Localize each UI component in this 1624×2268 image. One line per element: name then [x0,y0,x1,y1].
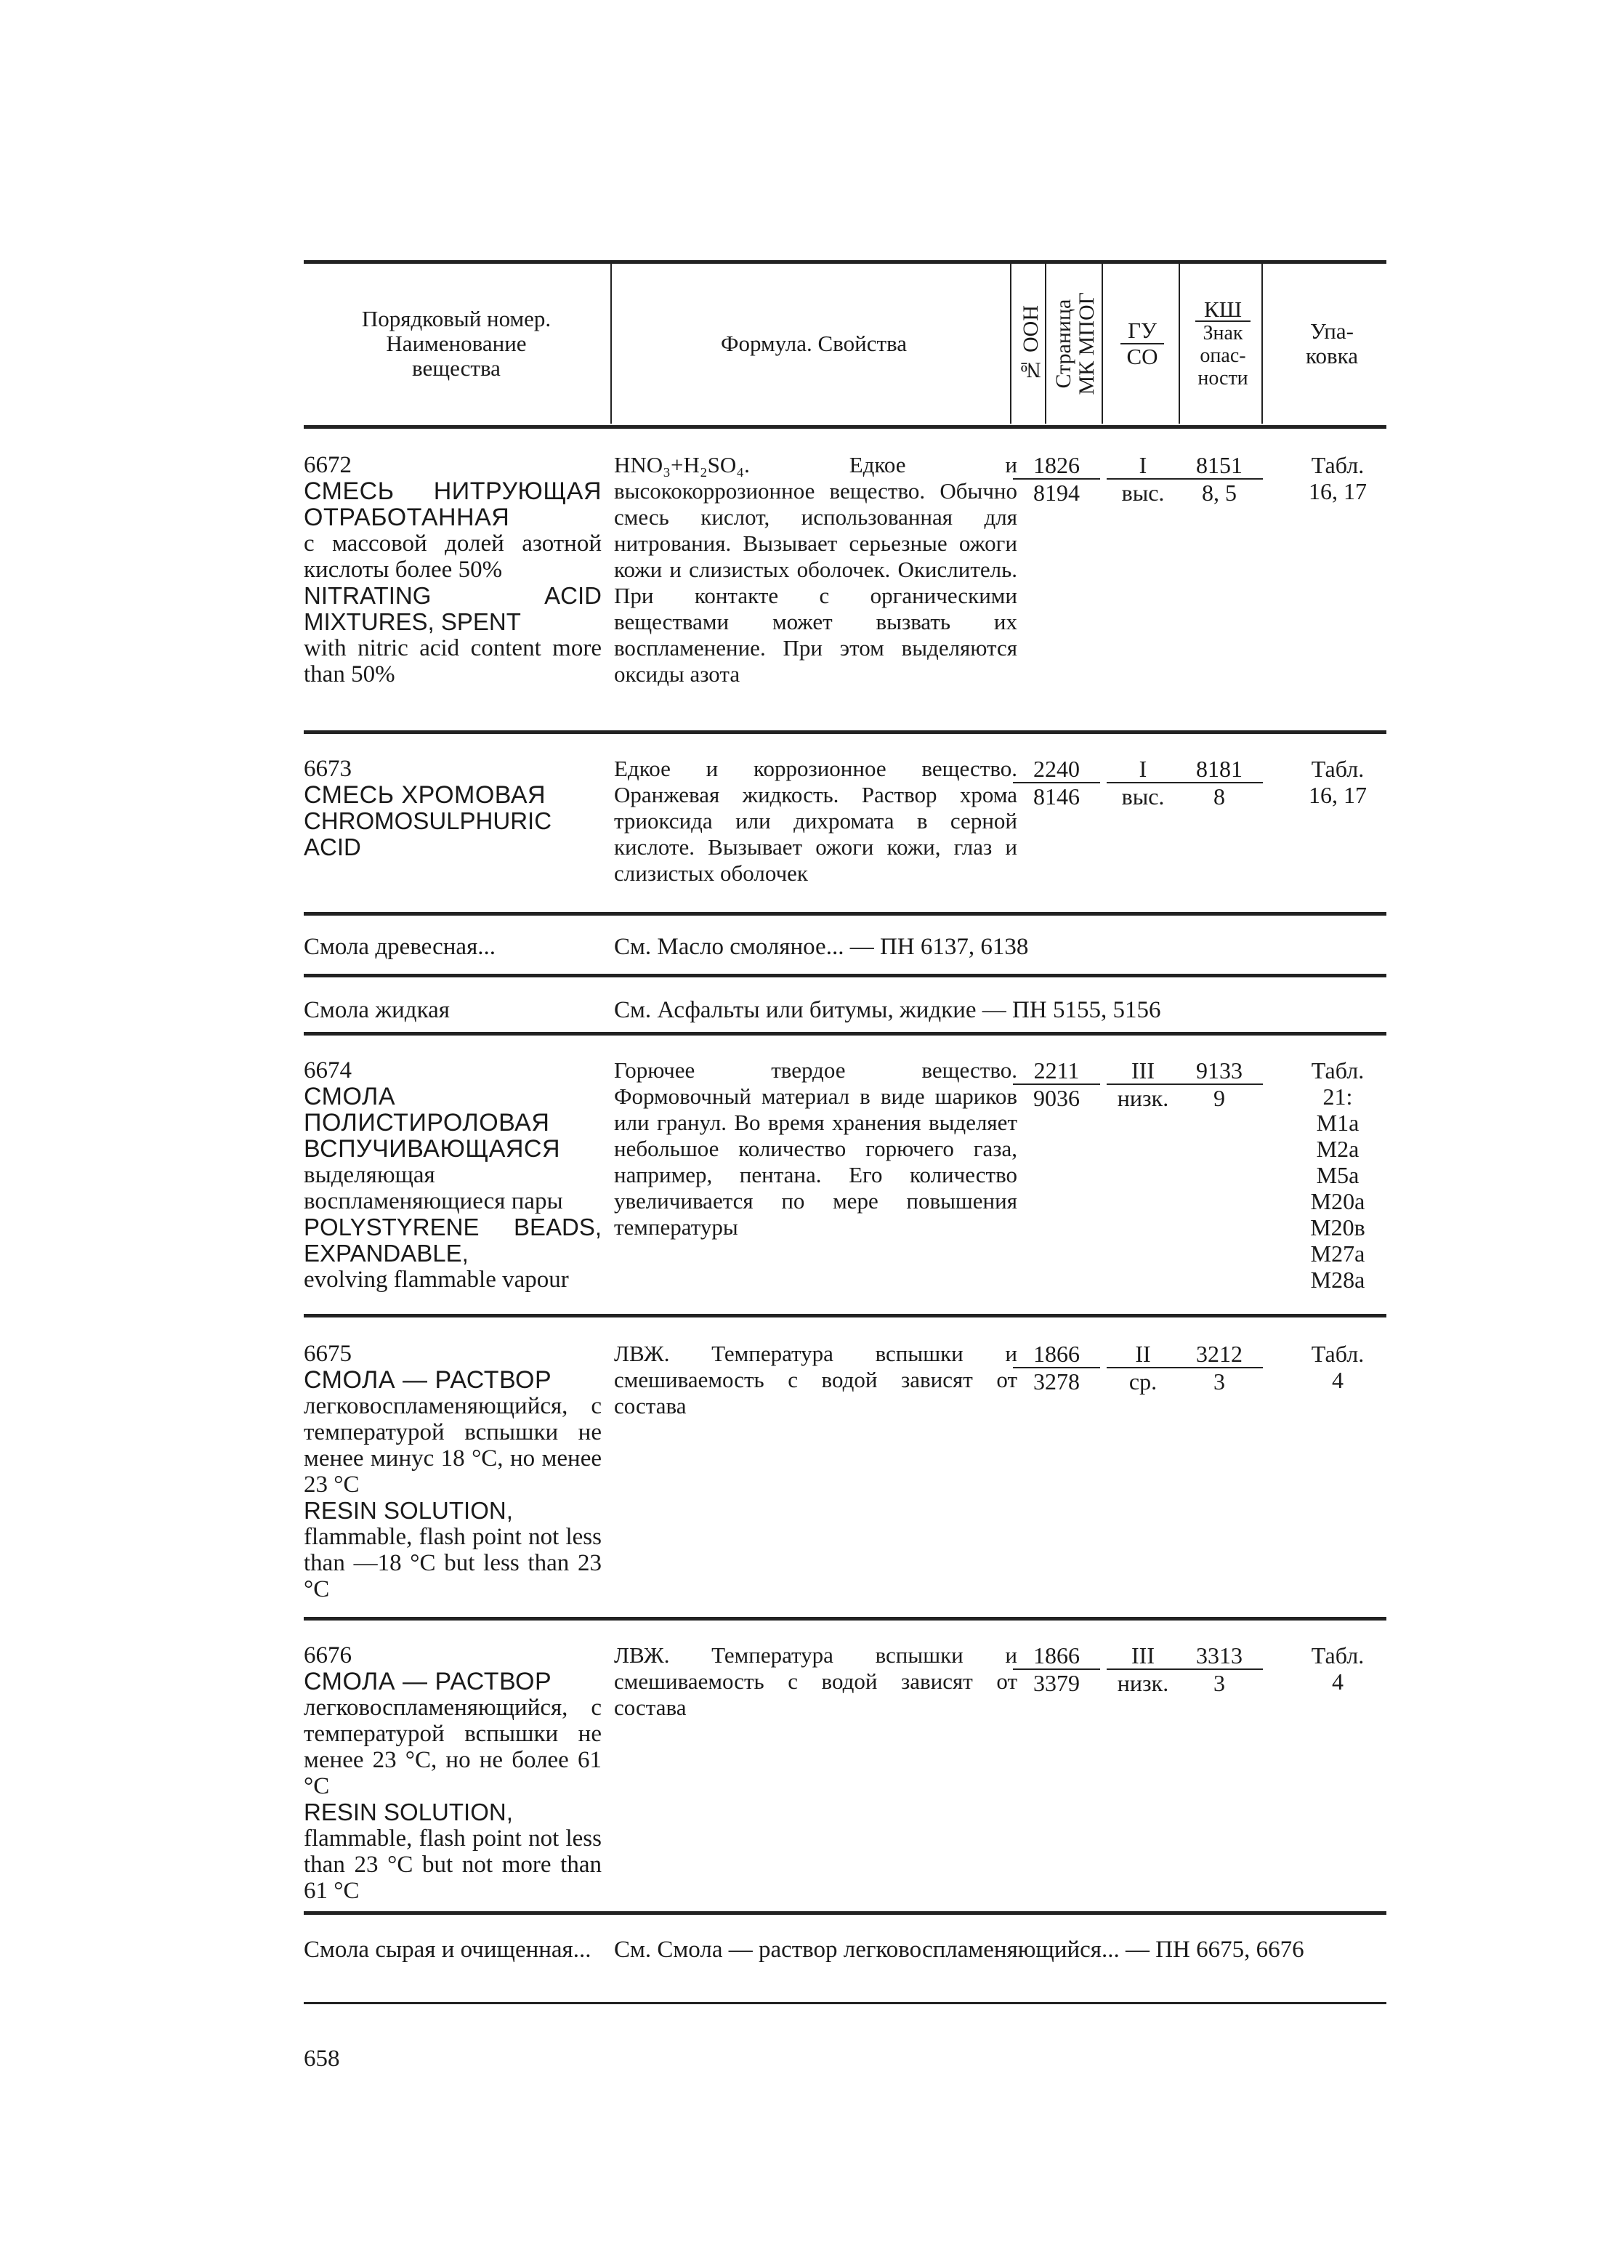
entry-name-en: NITRATING ACID MIXTURES, SPENT [304,582,602,635]
entry-un-page [1013,452,1100,506]
entry-name-ru: СМОЛА — РАСТВОР [304,1366,552,1394]
entry-name-en: RESIN SOLUTION, [304,1799,513,1825]
header-un-text: № ООН [1019,305,1043,382]
header-un [1014,264,1048,424]
page-number: 658 [304,2046,340,2072]
header-divider [1102,264,1103,424]
header-divider [1261,264,1263,424]
un-number: 1866 [1013,1341,1100,1368]
ksh-value: 8181 [1176,756,1263,783]
pack-ref: 16, 17 [1309,478,1367,504]
ref-name: Смола жидкая [304,997,450,1023]
entry-name-en-sub: evolving flammable vapour [304,1267,569,1293]
entry-rule [304,1911,1386,1915]
header-name [304,264,609,424]
header-bottom-rule [304,425,1386,429]
entry-gu-so [1107,452,1179,506]
entry-name [304,1057,602,1293]
pack-item: M20в [1310,1214,1365,1240]
entry-description: Горючее твердое вещество. Формовочный материал в виде шариков или гранул. Во время хранения выделяет небольшое количество горючего газа, например, пентана. Его количество увеличивается по мере повышения температуры [614,1057,1017,1240]
entry-un-page [1013,1057,1100,1111]
entry-rule [304,974,1386,977]
entry-ksh-sign [1176,756,1263,810]
entry-rule [304,912,1386,916]
entry-name-en-sub: with nitric acid content more than 50% [304,635,602,687]
entry-rule [304,730,1386,734]
entry-number: 6673 [304,756,352,782]
un-number: 2211 [1013,1057,1100,1085]
entry-un-page [1013,1642,1100,1696]
pack-label: Табл. [1311,1057,1365,1083]
entry-name-ru-sub: с массовой долей азотной кислоты более 50% [304,530,602,583]
entry-ksh-sign [1176,1341,1263,1395]
entry-pack [1289,452,1386,504]
entry-rule [304,1314,1386,1317]
entry-pack [1289,756,1386,808]
hazard-sign: 3 [1213,1670,1225,1696]
entry-name [304,1642,602,1904]
gu-value: III [1107,1057,1179,1085]
header-ksh [1183,264,1263,424]
gu-value: I [1107,452,1179,480]
header-name-text: Порядковый номер. Наименование вещества [361,306,552,381]
bottom-rule [304,2002,1386,2004]
so-value: ср. [1128,1368,1158,1395]
pack-item: M27a [1310,1240,1365,1267]
header-gu [1104,264,1180,424]
ref-name: Смола сырая и очищенная... [304,1937,591,1963]
entry-number: 6675 [304,1341,352,1367]
gu-value: II [1107,1341,1179,1368]
entry-description: ЛВЖ. Температура вспышки и смешиваемость с водой зависят от состава [614,1642,1017,1720]
pack-ref: 21: [1322,1083,1353,1110]
entry-name-ru: СМЕСЬ ХРОМОВАЯ [304,781,546,809]
hazard-sign: 8, 5 [1202,480,1237,506]
entry-description: HNO₃+H₂SO₄. Едкое и высококоррозионное вещество. Обычно смесь кислот, использованная для нитрования. Вызывает серьезные ожоги кожи и слизистых оболочек. Окислитель. При контакте с органическими веществами может вызвать их воспламенение. При этом выделяются оксиды азота [614,452,1017,687]
hazard-sign: 3 [1213,1368,1225,1395]
pack-label: Табл. [1311,1341,1365,1367]
header-formula [618,264,1010,424]
entry-description: Едкое и коррозионное вещество. Оранжевая жидкость. Раствор хрома триоксида или дихромата в серной кислоте. Вызывает ожоги кожи, глаз и слизистых оболочек [614,756,1017,886]
entry-ksh-sign [1176,1057,1263,1111]
entry-name-ru: СМОЛА ПОЛИСТИРОЛОВАЯ ВСПУЧИВАЮЩАЯСЯ [304,1083,561,1163]
page-number-ref: 8194 [1033,480,1080,506]
header-gu-top: ГУ [1120,318,1164,344]
header-page [1048,264,1103,424]
entry-name-ru-sub: легковоспламеняющийся, с температурой вспышки не менее 23 °С, но не более 61 °С [304,1695,602,1799]
ksh-value: 3212 [1176,1341,1263,1368]
gu-value: I [1107,756,1179,783]
entry-name-ru: СМЕСЬ НИТРУЮЩАЯ ОТРАБОТАННАЯ [304,477,602,531]
so-value: низк. [1117,1085,1169,1111]
page-number-ref: 9036 [1033,1085,1080,1111]
pack-ref: 4 [1332,1668,1344,1695]
page-number-ref: 8146 [1033,783,1080,810]
entry-name-en-sub: flammable, flash point not less than 23 °С but not more than 61 °С [304,1825,602,1904]
header-page-text: Страница МК МПОГ [1051,292,1099,395]
entry-rule [304,1032,1386,1036]
entry-un-page [1013,1341,1100,1395]
entry-gu-so [1107,756,1179,810]
so-value: выс. [1121,480,1165,506]
header-pack-text: Упа-ковка [1306,318,1358,368]
pack-ref: 16, 17 [1309,782,1367,808]
page-number-ref: 3379 [1033,1670,1080,1696]
hazard-sign: 9 [1213,1085,1225,1111]
header-divider [610,264,612,424]
entry-number: 6672 [304,452,352,478]
entry-gu-so [1107,1057,1179,1111]
hazard-sign: 8 [1213,783,1225,810]
header-pack [1277,264,1386,424]
entry-name [304,1341,602,1602]
header-divider [1179,264,1180,424]
table-header [304,264,1386,424]
page-number-ref: 3278 [1033,1368,1080,1395]
pack-item: M2a [1316,1136,1360,1162]
entry-number: 6676 [304,1642,352,1668]
pack-item: M5a [1316,1162,1360,1188]
entry-name [304,452,602,687]
header-ksh-top: КШ [1195,298,1251,322]
header-divider [1010,264,1011,424]
entry-name [304,756,602,860]
pack-item: M28a [1310,1267,1365,1293]
entry-gu-so [1107,1642,1179,1696]
gu-value: III [1107,1642,1179,1670]
entry-pack [1289,1341,1386,1393]
ksh-value: 3313 [1176,1642,1263,1670]
pack-item: M20a [1310,1188,1365,1214]
entry-name-ru: СМОЛА — РАСТВОР [304,1668,552,1695]
so-value: выс. [1121,783,1165,810]
header-divider [1045,264,1046,424]
entry-pack [1289,1642,1386,1695]
entry-name-en: POLYSTYRENE BEADS, EXPANDABLE, [304,1214,602,1267]
entry-name-ru-sub: легковоспламеняющийся, с температурой вспышки не менее минус 18 °С, но менее 23 °С [304,1393,602,1498]
entry-gu-so [1107,1341,1179,1395]
so-value: низк. [1117,1670,1169,1696]
entry-rule [304,1617,1386,1621]
entry-name-en-sub: flammable, flash point not less than —18 °С but less than 23 °С [304,1524,602,1602]
pack-item: M1a [1316,1110,1360,1136]
pack-label: Табл. [1311,756,1365,782]
entry-number: 6674 [304,1057,352,1083]
entry-name-en: CHROMOSULPHURIC ACID [304,807,552,860]
un-number: 1866 [1013,1642,1100,1670]
ref-text: См. Асфальты или битумы, жидкие — ПН 5155, 5156 [614,997,1161,1023]
ksh-value: 8151 [1176,452,1263,480]
header-formula-text: Формула. Свойства [721,331,907,356]
entry-description: ЛВЖ. Температура вспышки и смешиваемость с водой зависят от состава [614,1341,1017,1418]
header-ksh-bot: Знак опас-ности [1197,322,1248,390]
pack-label: Табл. [1311,1642,1365,1668]
un-number: 1826 [1013,452,1100,480]
entry-name-ru-sub: выделяющая воспламеняющиеся пары [304,1162,563,1214]
pack-label: Табл. [1311,452,1365,478]
entry-pack [1289,1057,1386,1293]
ksh-value: 9133 [1176,1057,1263,1085]
ref-name: Смола древесная... [304,934,496,960]
ref-text: См. Масло смоляное... — ПН 6137, 6138 [614,934,1029,960]
ref-text: См. Смола — раствор легковоспламеняющийся... — ПН 6675, 6676 [614,1937,1304,1963]
header-gu-bot: СО [1126,344,1158,369]
entry-ksh-sign [1176,452,1263,506]
un-number: 2240 [1013,756,1100,783]
pack-ref: 4 [1332,1367,1344,1393]
entry-un-page [1013,756,1100,810]
entry-ksh-sign [1176,1642,1263,1696]
entry-name-en: RESIN SOLUTION, [304,1497,513,1524]
